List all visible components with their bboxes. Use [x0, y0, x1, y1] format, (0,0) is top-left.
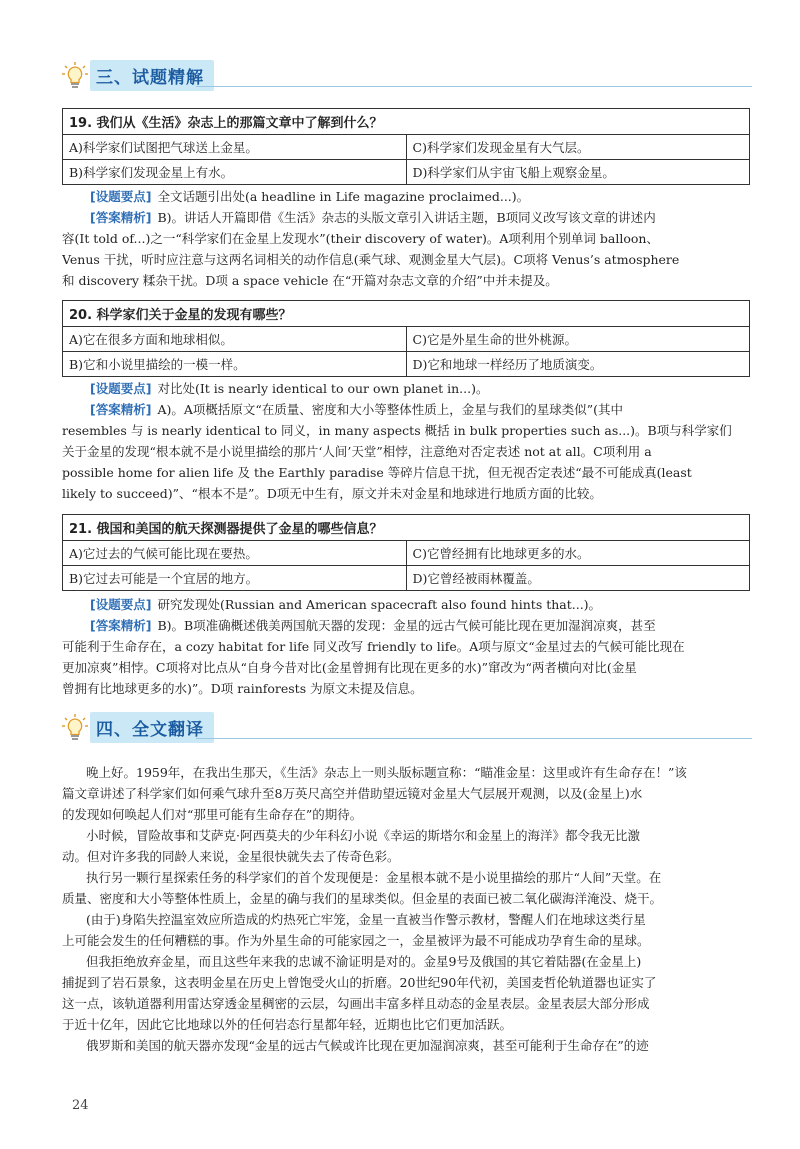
analysis-19-line-1	[62, 207, 752, 228]
analysis-19-line-4: 和 discovery 糅杂干扰。D项 a space vehicle 在“开篇对杂志文章的介绍”中并未提及。	[62, 273, 558, 288]
translation-line: 俄罗斯和美国的航天器亦发现“金星的远古气候或许比现在更加湿润凉爽，甚至可能利于生命存在”的迹	[86, 1038, 649, 1053]
analysis-20-line-3: 关于金星的发现“根本就不是小说里描绘的那片‘人间’天堂”相悖，注意绝对否定表述 not at all。C项利用 a	[62, 444, 652, 459]
translation-line: (由于)身陷失控温室效应所造成的灼热死亡牢笼，金星一直被当作警示教材，警醒人们在地球这类行星	[86, 912, 646, 927]
analysis-20-line-4: possible home for alien life 及 the Earthly paradise 等碎片信息干扰，但无视否定表述“最不可能成真(least	[62, 465, 692, 480]
translation-line: 晚上好。1959年，在我出生那天，《生活》杂志上一则头版标题宣称：“瞄准金星：这里或许有生命存在！”该	[86, 765, 687, 780]
translation-line: 但我拒绝放弃金星，而且这些年来我的忠诚不渝证明是对的。金星9号及俄国的其它着陆器(在金星上)	[86, 954, 642, 969]
analysis-tag: [答案精析]	[90, 210, 152, 225]
question-title: 19. 我们从《生活》杂志上的那篇文章中了解到什么？	[63, 109, 750, 135]
analysis-text: B)。B项准确概述俄美两国航天器的发现：金星的远古气候可能比现在更加湿润凉爽，甚至	[157, 618, 656, 633]
section-header-4	[62, 712, 214, 743]
design-point-tag: [设题要点]	[90, 189, 152, 204]
option-c: C)科学家们发现金星有大气层。	[406, 135, 750, 160]
translation-line: 于近十亿年，因此它比地球以外的任何岩态行星都年轻，近期也比它们更加活跃。	[62, 1017, 513, 1032]
option-d: D)科学家们从宇宙飞船上观察金星。	[406, 160, 750, 185]
design-point-19	[62, 186, 752, 207]
analysis-20-line-2: resembles 与 is nearly identical to 同义，in many aspects 概括 in bulk properties such as...)。B项与科学家们	[62, 423, 732, 438]
analysis-19-line-2: 容(It told of...)之一“科学家们在金星上发现水”(their discovery of water)。A项利用个别单词 balloon、	[62, 231, 659, 246]
lightbulb-icon	[62, 713, 88, 743]
design-point-text: 全文话题引出处(a headline in Life magazine proclaimed...)。	[157, 189, 530, 204]
analysis-20-line-1	[62, 399, 752, 420]
design-point-20	[62, 378, 752, 399]
analysis-tag: [答案精析]	[90, 618, 152, 633]
translation-line: 篇文章讲述了科学家们如何乘气球升至8万英尺高空并借助望远镜对金星大气层展开观测，以及(金星上)水	[62, 786, 643, 801]
section-title: 三、试题精解	[90, 60, 214, 91]
section-rule	[196, 86, 752, 87]
translation-line: 上可能会发生的任何糟糕的事。作为外星生命的可能家园之一，金星被评为最不可能成功孕育生命的星球。	[62, 933, 650, 948]
question-19-table	[62, 108, 750, 185]
lightbulb-icon	[62, 61, 88, 91]
analysis-21-line-3: 更加凉爽”相悖。C项将对比点从“自身今昔对比(金星曾拥有比现在更多的水)”窜改为“两者横向对比(金星	[62, 660, 637, 675]
analysis-text: A)。A项概括原文“在质量、密度和大小等整体性质上，金星与我们的星球类似”(其中	[157, 402, 624, 417]
question-title: 20. 科学家们关于金星的发现有哪些？	[63, 301, 750, 327]
translation-line: 小时候，冒险故事和艾萨克·阿西莫夫的少年科幻小说《幸运的斯塔尔和金星上的海洋》都令我无比激	[86, 828, 640, 843]
section-rule	[196, 738, 752, 739]
design-point-tag: [设题要点]	[90, 597, 152, 612]
question-20-table	[62, 300, 750, 377]
analysis-tag: [答案精析]	[90, 402, 152, 417]
design-point-text: 研究发现处(Russian and American spacecraft also found hints that...)。	[157, 597, 602, 612]
option-d: D)它和地球一样经历了地质演变。	[406, 352, 750, 377]
analysis-text: B)。讲话人开篇即借《生活》杂志的头版文章引入讲话主题，B项同义改写该文章的讲述内	[157, 210, 656, 225]
question-title: 21. 俄国和美国的航天探测器提供了金星的哪些信息？	[63, 515, 750, 541]
option-d: D)它曾经被雨林覆盖。	[406, 566, 750, 591]
option-a: A)它在很多方面和地球相似。	[63, 327, 407, 352]
section-header-3	[62, 60, 214, 91]
design-point-tag: [设题要点]	[90, 381, 152, 396]
option-c: C)它曾经拥有比地球更多的水。	[406, 541, 750, 566]
section-title: 四、全文翻译	[90, 712, 214, 743]
design-point-text: 对比处(It is nearly identical to our own planet in...)。	[157, 381, 489, 396]
page-number: 24	[72, 1098, 89, 1113]
analysis-21-line-1	[62, 615, 752, 636]
translation-line: 执行另一颗行星探索任务的科学家们的首个发现便是：金星根本就不是小说里描绘的那片“人间”天堂。在	[86, 870, 662, 885]
translation-line: 的发现如何唤起人们对“那里可能有生命存在”的期待。	[62, 807, 363, 822]
translation-line: 这一点，该轨道器利用雷达穿透金星稠密的云层，勾画出丰富多样且动态的金星表层。金星表层大部分形成	[62, 996, 650, 1011]
translation-line: 质量、密度和大小等整体性质上，金星的确与我们的星球类似。但金星的表面已被二氧化碳海洋淹没、烧干。	[62, 891, 663, 906]
design-point-21	[62, 594, 752, 615]
option-a: A)它过去的气候可能比现在要热。	[63, 541, 407, 566]
option-b: B)科学家们发现金星上有水。	[63, 160, 407, 185]
option-b: B)它和小说里描绘的一模一样。	[63, 352, 407, 377]
translation-line: 动。但对许多我的同龄人来说，金星很快就失去了传奇色彩。	[62, 849, 400, 864]
analysis-21-line-4: 曾拥有比地球更多的水)”。D项 rainforests 为原文未提及信息。	[62, 681, 423, 696]
analysis-19-line-3: Venus 干扰，听时应注意与这两名词相关的动作信息(乘气球、观测金星大气层)。C项将 Venus’s atmosphere	[62, 252, 680, 267]
analysis-21-line-2: 可能利于生命存在，a cozy habitat for life 同义改写 friendly to life。A项与原文“金星过去的气候可能比现在	[62, 639, 685, 654]
option-c: C)它是外星生命的世外桃源。	[406, 327, 750, 352]
translation-line: 捕捉到了岩石景象，这表明金星在历史上曾饱受火山的折磨。20世纪90年代初，美国麦哲伦轨道器也证实了	[62, 975, 657, 990]
option-b: B)它过去可能是一个宜居的地方。	[63, 566, 407, 591]
question-21-table	[62, 514, 750, 591]
analysis-20-line-5: likely to succeed)”、“根本不是”。D项无中生有，原文并未对金星和地球进行地质方面的比较。	[62, 486, 602, 501]
option-a: A)科学家们试图把气球送上金星。	[63, 135, 407, 160]
